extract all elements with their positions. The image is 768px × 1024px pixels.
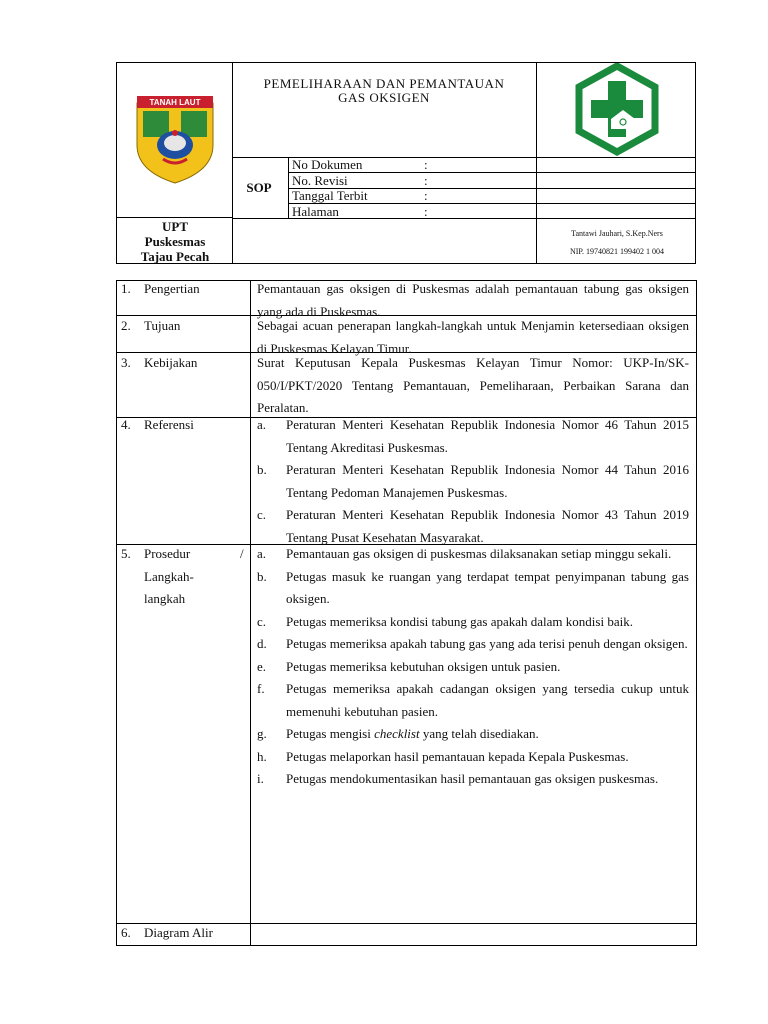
list-item-text: yang telah disediakan. bbox=[419, 726, 539, 741]
meta-label: No. Revisi bbox=[292, 173, 348, 188]
list-marker: d. bbox=[257, 636, 267, 651]
section-label-diagram-alir bbox=[121, 922, 249, 945]
list-item-text: Petugas memeriksa apakah cadangan oksigen yang tersedia cukup untuk memenuhi kebutuhan pasien. bbox=[286, 681, 689, 719]
section-title: Tujuan bbox=[144, 318, 181, 333]
section-text-tujuan: Sebagai acuan penerapan langkah-langkah untuk Menjamin ketersediaan oksigen di Puskesmas Kelayan Timur. bbox=[257, 318, 689, 356]
list-marker: b. bbox=[257, 462, 267, 477]
regency-logo bbox=[117, 63, 233, 217]
meta-label: Halaman bbox=[292, 204, 339, 219]
list-marker: c. bbox=[257, 507, 267, 522]
title-line: PEMELIHARAAN DAN PEMANTAUAN bbox=[263, 76, 505, 91]
list-item-text: Pemantauan gas oksigen di puskesmas dilaksanakan setiap minggu sekali. bbox=[286, 546, 672, 561]
section-title: Diagram Alir bbox=[144, 925, 213, 940]
section-text-pengertian: Pemantauan gas oksigen di Puskesmas adalah pemantauan tabung gas oksigen yang ada di Puskesmas. bbox=[257, 281, 689, 319]
puskesmas-logo bbox=[537, 63, 697, 157]
section-number: 2. bbox=[121, 318, 131, 333]
list-marker: h. bbox=[257, 748, 267, 764]
meta-colon: : bbox=[424, 188, 428, 203]
list-item bbox=[257, 746, 689, 769]
list-marker: a. bbox=[257, 546, 267, 561]
section-label-tujuan bbox=[121, 315, 249, 338]
section-title-slash: / bbox=[240, 546, 244, 561]
list-item bbox=[257, 678, 689, 723]
title-line: GAS OKSIGEN bbox=[338, 90, 430, 105]
list-item-text: Peraturan Menteri Kesehatan Republik Indonesia Nomor 43 Tahun 2019 Tentang Pusat Kesehatan Masyarakat. bbox=[286, 507, 689, 545]
svg-text:TANAH LAUT: TANAH LAUT bbox=[149, 98, 201, 107]
list-marker: g. bbox=[257, 726, 267, 741]
list-item bbox=[257, 656, 689, 679]
list-item bbox=[257, 566, 689, 611]
section-number: 1. bbox=[121, 281, 131, 296]
list-item-text-italic: checklist bbox=[374, 726, 420, 741]
section-title: langkah bbox=[144, 591, 186, 606]
section-title: Prosedur bbox=[144, 546, 191, 561]
list-item bbox=[257, 723, 689, 746]
signatory bbox=[537, 229, 697, 265]
list-item bbox=[257, 611, 689, 634]
list-marker: a. bbox=[257, 417, 267, 432]
meta-row-no-revisi bbox=[292, 173, 537, 188]
document-title bbox=[234, 77, 534, 105]
org-line: Tajau Pecah bbox=[140, 248, 210, 264]
list-marker: e. bbox=[257, 658, 267, 674]
section-label-referensi bbox=[121, 414, 249, 437]
section-label-pengertian bbox=[121, 278, 249, 301]
meta-colon: : bbox=[424, 157, 428, 172]
list-item-text: Peraturan Menteri Kesehatan Republik Indonesia Nomor 44 Tahun 2016 Tentang Pedoman Manajemen Puskesmas. bbox=[286, 462, 689, 500]
section-number: 5. bbox=[121, 546, 131, 561]
sop-label: SOP bbox=[246, 180, 272, 195]
section-title: Langkah- bbox=[144, 568, 194, 584]
section-number: 6. bbox=[121, 925, 131, 940]
section-label-prosedur bbox=[121, 543, 249, 611]
meta-row-no-dokumen bbox=[292, 157, 537, 172]
tanah-laut-emblem-icon bbox=[117, 63, 233, 217]
section-title: Referensi bbox=[144, 417, 194, 432]
sop-header-table bbox=[116, 62, 696, 264]
section-number: 4. bbox=[121, 417, 131, 432]
section-number: 3. bbox=[121, 355, 131, 370]
meta-row-halaman bbox=[292, 204, 537, 219]
meta-label: Tanggal Terbit bbox=[292, 188, 368, 203]
list-item-text: Petugas memeriksa kebutuhan oksigen untuk pasien. bbox=[286, 658, 561, 674]
org-line: Puskesmas bbox=[144, 233, 206, 249]
meta-label: No Dokumen bbox=[292, 157, 363, 172]
organization-name bbox=[117, 218, 233, 264]
signer-name: Tantawi Jauhari, S.Kep.Ners bbox=[571, 229, 663, 238]
puskesmas-logo-icon bbox=[537, 63, 697, 157]
list-item-text: Peraturan Menteri Kesehatan Republik Indonesia Nomor 46 Tahun 2015 Tentang Akreditasi Puskesmas. bbox=[286, 417, 689, 455]
list-item-text: Petugas mendokumentasikan hasil pemantauan gas oksigen puskesmas. bbox=[286, 771, 659, 786]
section-text-kebijakan: Surat Keputusan Kepala Puskesmas Kelayan Timur Nomor: UKP-In/SK-050/I/PKT/2020 Tentang Pemantauan, Pemeliharaan, Perbaikan Sarana dan Peralatan. bbox=[257, 355, 689, 415]
list-item-text: Petugas memeriksa kondisi tabung gas apakah dalam kondisi baik. bbox=[286, 613, 633, 629]
list-item bbox=[257, 768, 689, 791]
list-item-text: Petugas memeriksa apakah tabung gas yang ada terisi penuh dengan oksigen. bbox=[286, 636, 688, 651]
section-title: Kebijakan bbox=[144, 355, 198, 370]
list-item bbox=[257, 543, 689, 566]
list-item-text: Petugas melaporkan hasil pemantauan kepada Kepala Puskesmas. bbox=[286, 748, 629, 764]
signer-nip: NIP. 19740821 199402 1 004 bbox=[569, 247, 664, 256]
list-marker: i. bbox=[257, 771, 264, 786]
list-item-text: Petugas masuk ke ruangan yang terdapat tempat penyimpanan tabung gas oksigen. bbox=[286, 568, 689, 606]
list-marker: b. bbox=[257, 568, 267, 584]
meta-colon: : bbox=[424, 204, 428, 219]
procedure-list bbox=[257, 543, 689, 791]
grid-line bbox=[250, 281, 251, 946]
list-marker: c. bbox=[257, 613, 267, 629]
list-item bbox=[257, 459, 689, 504]
list-marker: f. bbox=[257, 681, 265, 696]
list-item bbox=[257, 633, 689, 656]
list-item bbox=[257, 414, 689, 459]
section-title: Pengertian bbox=[144, 281, 200, 296]
meta-row-tanggal-terbit bbox=[292, 188, 537, 203]
list-item-text: Petugas mengisi bbox=[286, 726, 375, 741]
reference-list bbox=[257, 414, 689, 549]
sop-content-table bbox=[116, 280, 697, 946]
meta-colon: : bbox=[424, 173, 428, 188]
org-line: UPT bbox=[162, 218, 188, 234]
section-label-kebijakan bbox=[121, 352, 249, 375]
